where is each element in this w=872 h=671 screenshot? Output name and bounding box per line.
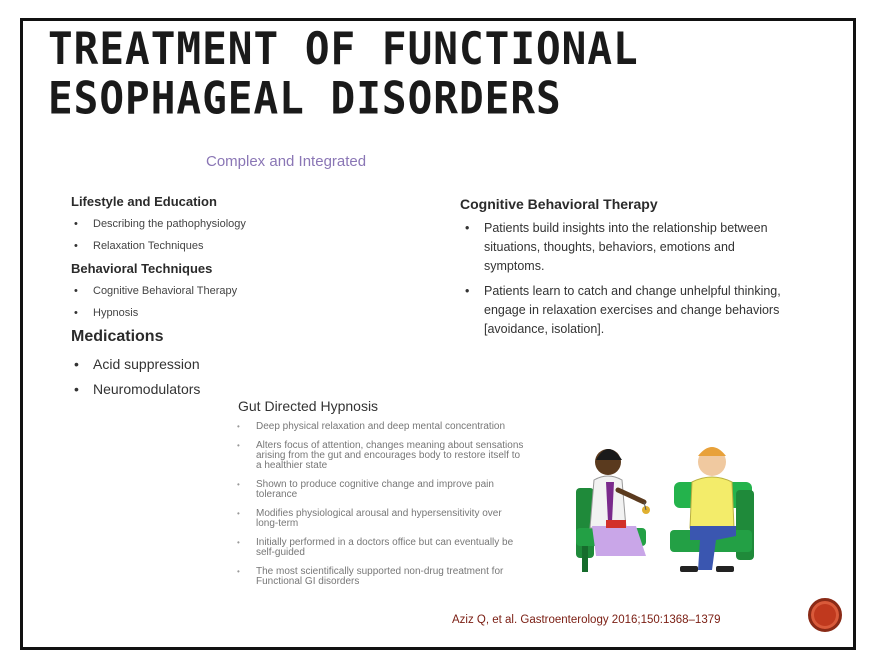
list-item: • Relaxation Techniques xyxy=(71,235,246,257)
next-slide-button-icon[interactable] xyxy=(808,598,842,632)
list-item: • The most scientifically supported non-drug treatment for Functional GI disorders xyxy=(234,567,526,587)
list-item: • Patients build insights into the relationship between situations, thoughts, behaviors, emotions and symptoms. xyxy=(462,219,784,276)
list-item: • Alters focus of attention, changes meaning about sensations arising from the gut and encourages body to restore itself to a healthier state xyxy=(234,441,526,471)
medications-list xyxy=(71,352,200,402)
list-item: • Deep physical relaxation and deep mental concentration xyxy=(234,422,526,432)
list-item: • Shown to produce cognitive change and improve pain tolerance xyxy=(234,480,526,500)
therapy-session-illustration xyxy=(566,430,766,580)
list-item: • Patients learn to catch and change unhelpful thinking, engage in relaxation exercises and change behaviors [avoidance, isolation]. xyxy=(462,282,784,339)
hypnosis-list xyxy=(234,422,526,596)
slide-title: TREATMENT OF FUNCTIONAL ESOPHAGEAL DISORDERS xyxy=(48,22,639,125)
list-item: • Acid suppression xyxy=(71,352,200,377)
cbt-heading: Cognitive Behavioral Therapy xyxy=(460,196,658,212)
cbt-list xyxy=(462,219,784,345)
citation: Aziz Q, et al. Gastroenterology 2016;150:1368–1379 xyxy=(452,614,721,626)
list-item: • Initially performed in a doctors office but can eventually be self-guided xyxy=(234,538,526,558)
medications-heading: Medications xyxy=(71,328,164,345)
lifestyle-heading: Lifestyle and Education xyxy=(71,194,217,209)
list-item: • Cognitive Behavioral Therapy xyxy=(71,280,237,302)
behavioral-list xyxy=(71,280,237,324)
list-item: • Describing the pathophysiology xyxy=(71,213,246,235)
lifestyle-list xyxy=(71,213,246,257)
hypnosis-heading: Gut Directed Hypnosis xyxy=(238,398,379,414)
list-item: • Neuromodulators xyxy=(71,377,200,402)
list-item: • Hypnosis xyxy=(71,302,237,324)
behavioral-heading: Behavioral Techniques xyxy=(71,261,213,276)
slide-subtitle: Complex and Integrated xyxy=(206,153,367,170)
list-item: • Modifies physiological arousal and hypersensitivity over long-term xyxy=(234,509,526,529)
